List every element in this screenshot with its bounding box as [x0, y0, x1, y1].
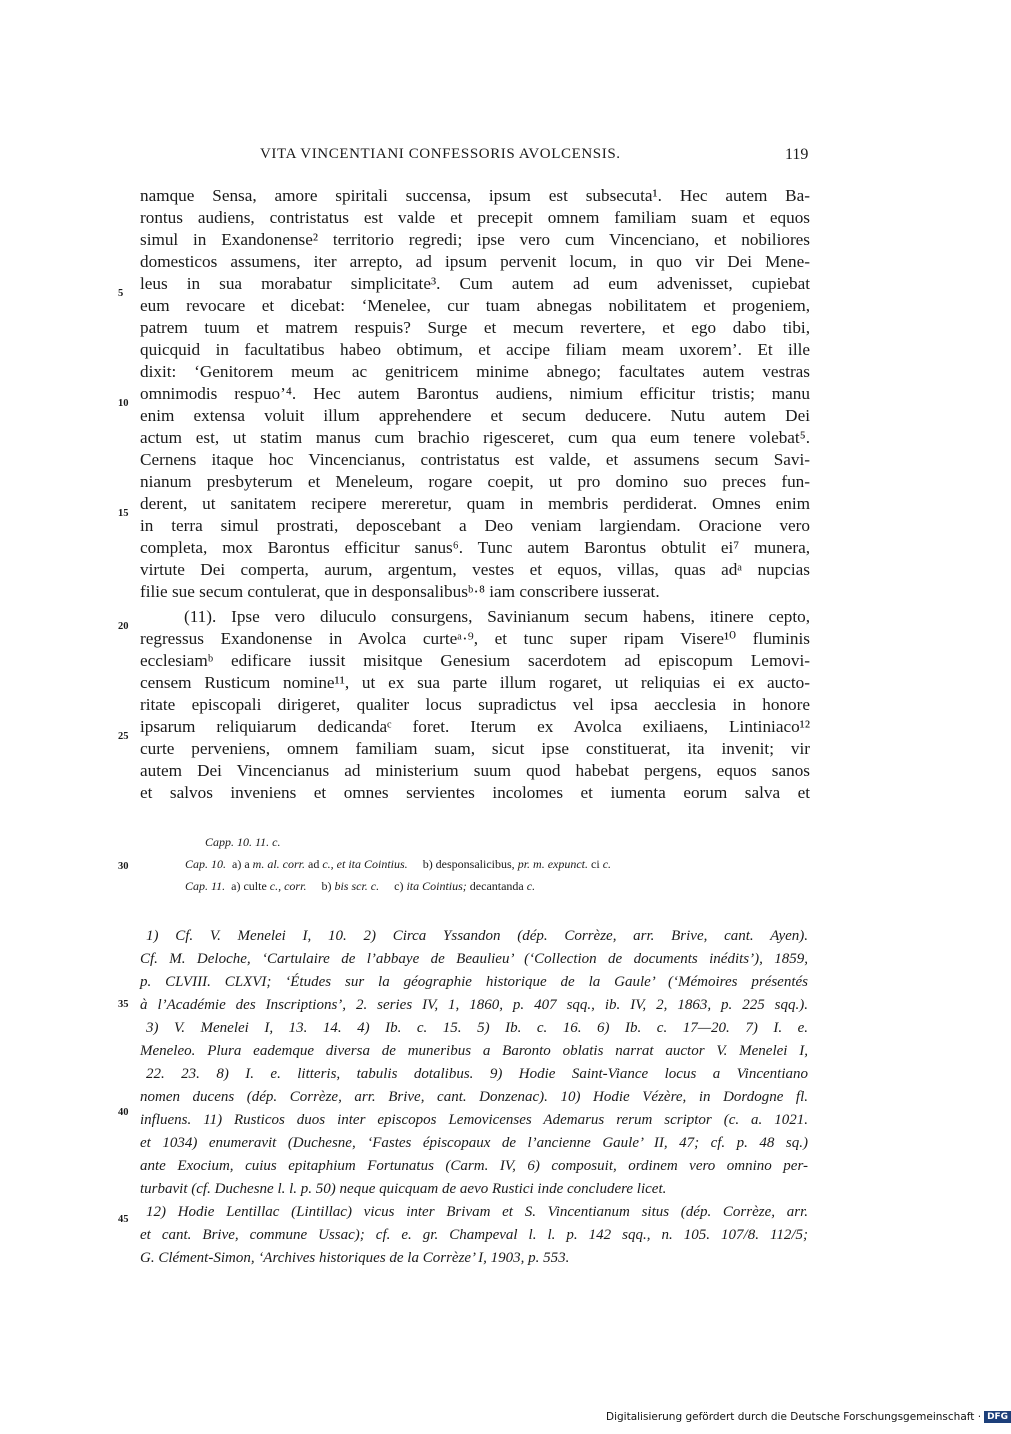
apparatus-text: ad [308, 857, 320, 871]
text-line: actum est, ut statim manus cum brachio rigesceret, cum qua eum tenere volebat⁵. [140, 428, 810, 447]
text-line: eum revocare et dicebat: ‘Menelee, cur tuam abnegas nobilitatem et progeniem, [140, 296, 810, 315]
page-header-title: VITA VINCENTIANI CONFESSORIS AVOLCENSIS. [260, 146, 621, 162]
text-line: patrem tuum et matrem respuis? Surge et mecum revertere, et ego dabo tibi, [140, 318, 810, 337]
line-number: 15 [118, 508, 129, 519]
text-line: virtute Dei comperta, aurum, argentum, vestes et equos, villas, quas adᵃ nupcias [140, 560, 810, 579]
footnote-line: 3) V. Menelei I, 13. 14. 4) Ib. c. 15. 5) Ib. c. 16. 6) Ib. c. 17—20. 7) I. e. [146, 1020, 808, 1036]
footnote-line: 12) Hodie Lentillac (Lintillac) vicus inter Brivam et S. Vincentianum situs (dép. Corrèze, arr. [146, 1204, 808, 1220]
apparatus-text: ita Cointius; [406, 879, 467, 893]
footnote-line: 1) Cf. V. Menelei I, 10. 2) Circa Yssandon (dép. Corrèze, arr. Brive, cant. Ayen). [146, 928, 808, 944]
text-line: derent, ut sanitatem recipere mereretur, quam in membris perdiderat. Omnes enim [140, 494, 810, 513]
footnote-line: G. Clément-Simon, ‘Archives historiques de la Corrèze’ I, 1903, p. 553. [140, 1250, 570, 1266]
digitization-footer [606, 1411, 1011, 1423]
apparatus-text: ci [591, 857, 600, 871]
apparatus-text: c. [526, 879, 536, 893]
footnote-line: turbavit (cf. Duchesne l. l. p. 50) neque quicquam de aevo Rustici inde concludere licet. [140, 1181, 667, 1197]
text-line: domesticos assumens, iter arrepto, ad ipsum pervenit locum, in quo vir Dei Mene- [140, 252, 810, 271]
text-line: et salvos inveniens et omnes servientes incolomes et iumenta eorum salva et [140, 783, 810, 802]
text-line: autem Dei Vincencianus ad ministerium suum quod habebat pergens, equos sanos [140, 761, 810, 780]
text-line: censem Rusticum nomine¹¹, ut ex sua parte illum rogaret, ut reliquias ei ex aucto- [140, 673, 810, 692]
apparatus-text: b) desponsalicibus, [422, 857, 515, 871]
apparatus-text: pr. m. expunct. [517, 857, 589, 871]
apparatus-text: c. [602, 857, 612, 871]
footnote-line: Meneleo. Plura eademque diversa de muneribus a Baronto oblatis narrat auctor V. Menelei I, [140, 1043, 808, 1059]
text-line: omnimodis respuo’⁴. Hec autem Barontus audiens, nimium efficitur tristis; manu [140, 384, 810, 403]
footnote-line: ante Exocium, cuius epitaphium Fortunatus (Carm. IV, 6) composuit, ordinem vero omnino per- [140, 1158, 808, 1174]
apparatus-label: Cap. 11. [185, 879, 226, 893]
apparatus-text: a) a [232, 857, 250, 871]
text-line: nianum presbyterum et Meneleum, rogare coepit, ut pro domino suo preces fun- [140, 472, 810, 491]
footer-text: Digitalisierung gefördert durch die Deutsche Forschungsgemeinschaft · [606, 1411, 982, 1423]
apparatus-text: c., et ita Cointius. [322, 857, 408, 871]
text-line: enim extensa voluit illum apprehendere et secum deducere. Nutu autem Dei [140, 406, 810, 425]
text-line: ecclesiamᵇ edificare iussit misitque Genesium sacerdotem ad episcopum Lemovi- [140, 651, 810, 670]
text-line: in terra simul prostrati, deposcebant a Deo veniam largiendam. Oracione vero [140, 516, 810, 535]
line-number: 5 [118, 288, 124, 299]
apparatus-text: bis scr. c. [334, 879, 380, 893]
text-line: dixit: ‘Genitorem meum ac genitricem minime abnego; facultates autem vestras [140, 362, 810, 381]
text-line: filie sue secum contulerat, que in desponsalibusᵇ·⁸ iam conscribere iusserat. [140, 582, 660, 601]
apparatus-text: c., corr. [269, 879, 307, 893]
text-line: regressus Exandonense in Avolca curteᵃ·⁹, et tunc super ripam Visere¹⁰ fluminis [140, 629, 810, 648]
apparatus-text: c) [394, 879, 404, 893]
apparatus-line [185, 879, 535, 894]
page-number: 119 [785, 146, 809, 163]
dfg-logo: DFG [984, 1411, 1011, 1423]
apparatus-text: a) culte [231, 879, 267, 893]
apparatus-line [185, 857, 611, 872]
line-number: 30 [118, 861, 129, 872]
apparatus-line: Capp. 10. 11. c. [205, 835, 281, 849]
footnote-line: nomen ducens (dép. Corrèze, arr. Brive, cant. Donzenac). 10) Hodie Vézère, in Dordogne fl. [140, 1089, 808, 1105]
text-line: (11). Ipse vero diluculo consurgens, Savinianum secum habens, itinere cepto, [184, 607, 810, 626]
apparatus-text: b) [321, 879, 332, 893]
footnote-line: 22. 23. 8) I. e. litteris, tabulis dotalibus. 9) Hodie Saint-Viance locus a Vincentiano [146, 1066, 808, 1082]
line-number: 35 [118, 999, 129, 1010]
footnote-line: et cant. Brive, commune Ussac); cf. e. gr. Champeval l. l. p. 142 sqq., n. 105. 107/8. 112/5; [140, 1227, 808, 1243]
footnote-line: p. CLVIII. CLXVI; ‘Études sur la géographie historique de la Gaule’ (‘Mémoires présentés [140, 974, 808, 990]
line-number: 10 [118, 398, 129, 409]
footnote-line: Cf. M. Deloche, ‘Cartulaire de l’abbaye de Beaulieu’ (‘Collection de documents inédits’), 1859, [140, 951, 808, 967]
text-line: rontus audiens, contristatus est valde et precepit omnem familiam suam et equos [140, 208, 810, 227]
footnote-line: à l’Académie des Inscriptions’, 2. series IV, 1, 1860, p. 407 sqq., ib. IV, 2, 1863, p. 225 sqq.). [140, 997, 808, 1013]
text-line: quicquid in facultatibus habeo obtimum, et accipe filiam meam uxorem’. Et ille [140, 340, 810, 359]
text-line: curte perveniens, omnem familiam suam, sicut ipse constituerat, ita invenit; vir [140, 739, 810, 758]
text-line: Cernens itaque hoc Vincencianus, contristatus est valde, et assumens secum Savi- [140, 450, 810, 469]
text-line: ritate episcopali dirigeret, qualiter locus supradictus vel ipsa aecclesia in honore [140, 695, 810, 714]
line-number: 25 [118, 731, 129, 742]
footnote-line: et 1034) enumeravit (Duchesne, ‘Fastes épiscopaux de l’ancienne Gaule’ II, 47; cf. p. 48 sq.) [140, 1135, 808, 1151]
line-number: 45 [118, 1214, 129, 1225]
text-line: leus in sua morabatur simplicitate³. Cum autem ad eum advenisset, cupiebat [140, 274, 810, 293]
text-line: completa, mox Barontus efficitur sanus⁶. Tunc autem Barontus obtulit ei⁷ munera, [140, 538, 810, 557]
line-number: 20 [118, 621, 129, 632]
text-line: namque Sensa, amore spiritali succensa, ipsum est subsecuta¹. Hec autem Ba- [140, 186, 810, 205]
footnote-line: influens. 11) Rusticos duos inter episcopos Lemovicenses Ademarus rerum scriptor (c. a. 1021. [140, 1112, 808, 1128]
text-line: ipsarum reliquiarum dedicandaᶜ foret. Iterum ex Avolca exiliaens, Lintiniaco¹² [140, 717, 810, 736]
apparatus-text: m. al. corr. [252, 857, 306, 871]
line-number: 40 [118, 1107, 129, 1118]
text-line: simul in Exandonense² territorio regredi; ipse vero cum Vincenciano, et nobiliores [140, 230, 810, 249]
apparatus-label: Cap. 10. [185, 857, 227, 871]
apparatus-text: decantanda [469, 879, 524, 893]
